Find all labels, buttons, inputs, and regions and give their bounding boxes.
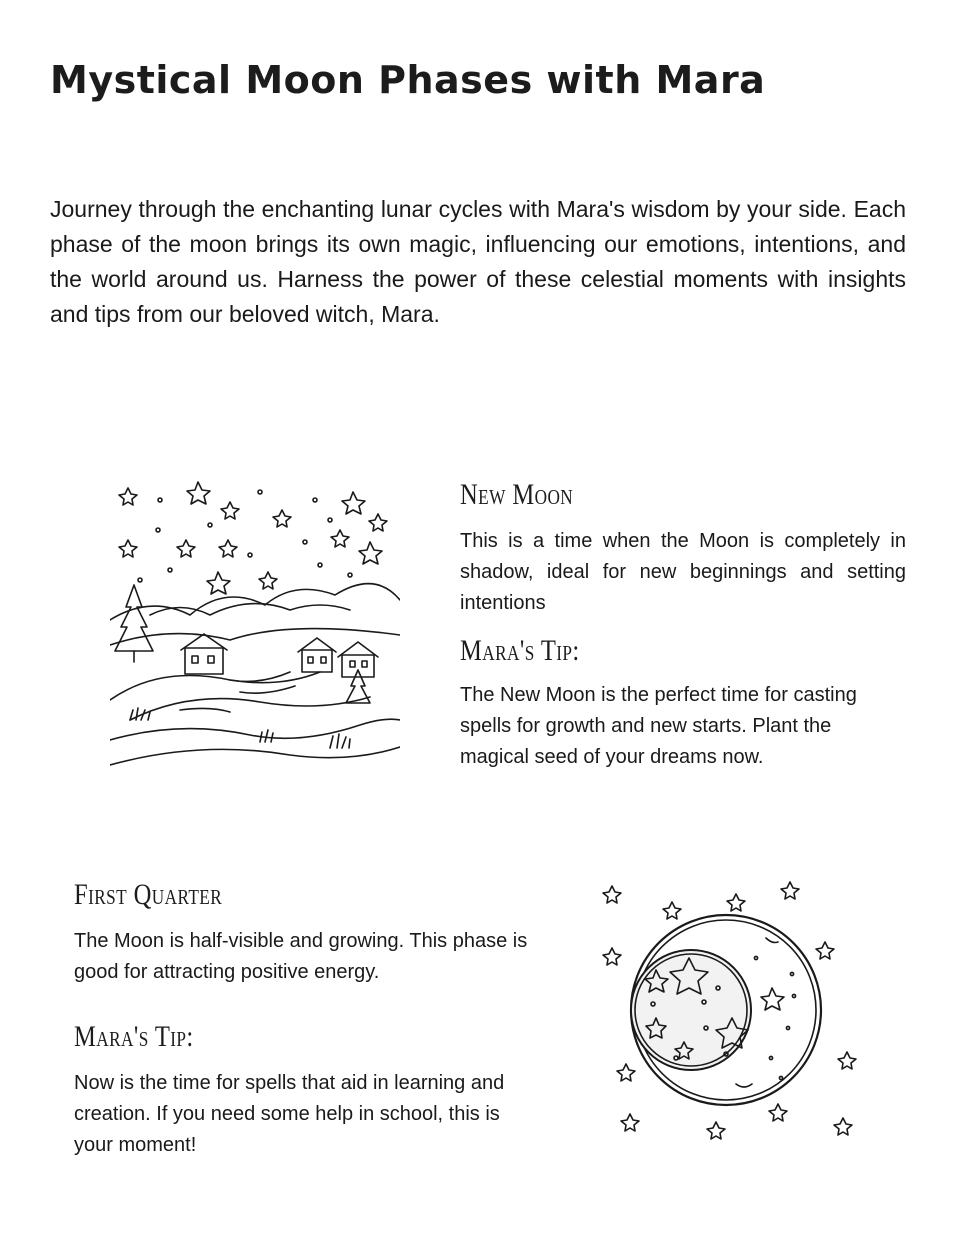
moon-illustration [596, 878, 866, 1150]
page-title: Mystical Moon Phases with Mara [50, 58, 766, 102]
night-landscape-illustration [110, 480, 400, 775]
new-moon-description: This is a time when the Moon is completely in shadow, ideal for new beginnings and setting intentions [460, 530, 906, 614]
first-quarter-tip: Now is the time for spells that aid in learning and creation. If you need some help in school, this is your moment! [74, 1072, 505, 1156]
new-moon-tip-heading: Mara's Tip: [460, 634, 580, 667]
new-moon-heading: New Moon [460, 478, 574, 511]
first-quarter-description: The Moon is half-visible and growing. This phase is good for attracting positive energy. [74, 930, 528, 983]
new-moon-tip: The New Moon is the perfect time for casting spells for growth and new starts. Plant the magical seed of your dreams now. [460, 684, 857, 768]
intro-paragraph: Journey through the enchanting lunar cycles with Mara's wisdom by your side. Each phase of the moon brings its own magic, influencing our emotions, intentions, and the world around us. Harness the power of these celestial moments with insights and tips from our beloved witch, Mara. [50, 196, 906, 327]
first-quarter-tip-heading: Mara's Tip: [74, 1020, 194, 1053]
first-quarter-heading: First Quarter [74, 878, 223, 911]
